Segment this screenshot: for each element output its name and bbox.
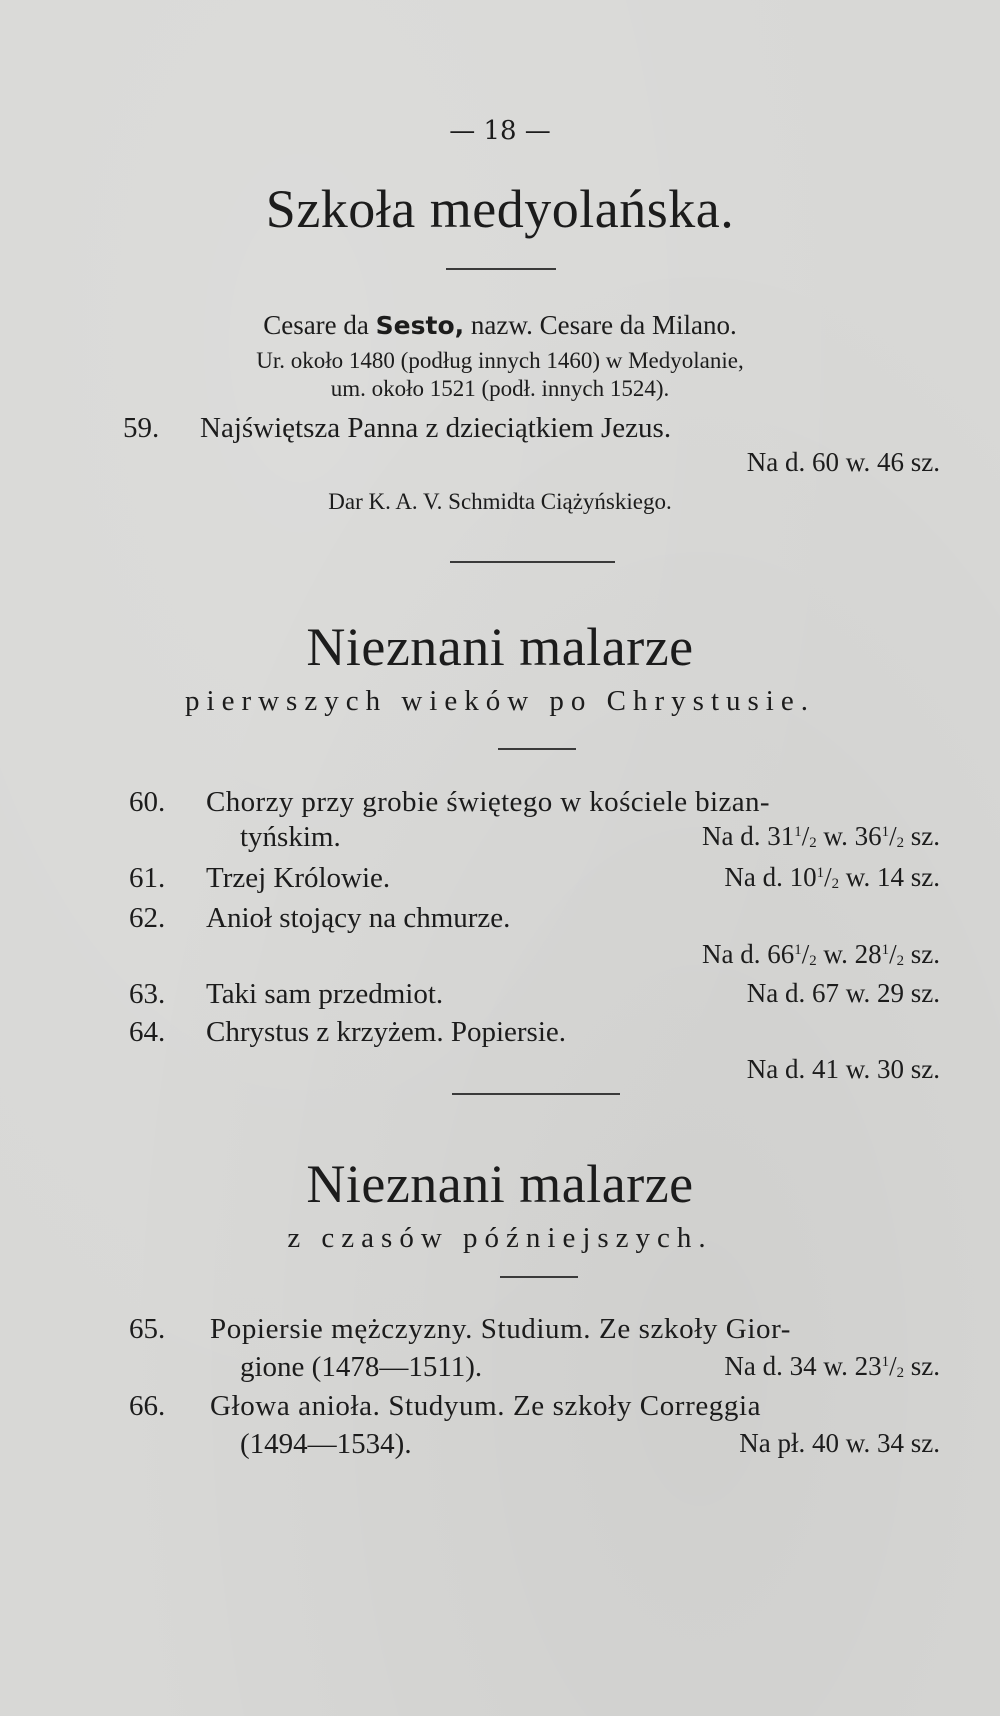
fraction-denominator: 2 xyxy=(809,835,817,852)
fraction-numerator: 1 xyxy=(816,865,825,882)
fraction-denominator: 2 xyxy=(896,953,904,970)
entry-number: 63. xyxy=(129,978,166,1010)
entry-number: 65. xyxy=(129,1313,166,1345)
entry-title-continued: tyńskim. xyxy=(240,821,341,853)
section-subtitle-later: z czasów późniejszych. xyxy=(287,1222,713,1254)
entry-dimensions: Na d. $66^1/_2$ w. $28^1/_2$ sz. xyxy=(702,939,940,970)
artist-bio-line-2: um. około 1521 (podł. innych 1524). xyxy=(330,376,670,401)
artist-name xyxy=(0,312,1000,339)
section-subtitle-early: pierwszych wieków po Chrystusie. xyxy=(185,685,815,717)
artist-suffix: nazw. Cesare da Milano. xyxy=(464,310,737,340)
section-title-later: Nieznani malarze xyxy=(306,1154,694,1214)
entry-title: Trzej Królowie. xyxy=(206,862,391,894)
dim-text: sz. xyxy=(904,1351,940,1381)
divider-rule xyxy=(446,268,556,270)
fraction-numerator: 1 xyxy=(794,942,802,959)
dim-text: Na d. 31 xyxy=(702,821,795,851)
dim-text: w. 14 sz. xyxy=(839,862,940,892)
divider-rule xyxy=(452,1093,620,1095)
entry-title: Popiersie mężczyzny. Studium. Ze szkoły Gior- xyxy=(210,1313,792,1345)
divider-rule xyxy=(450,561,615,563)
entry-dimensions: Na d. 67 w. 29 sz. xyxy=(746,978,940,1008)
fraction-denominator: 2 xyxy=(809,953,817,970)
dim-text: Na d. 66 xyxy=(702,939,795,969)
entry-title: Anioł stojący na chmurze. xyxy=(206,902,511,934)
entry-title: Głowa anioła. Studyum. Ze szkoły Correggia xyxy=(210,1390,762,1422)
divider-rule xyxy=(498,748,576,750)
entry-title-continued: gione (1478—1511). xyxy=(240,1351,483,1383)
divider-rule xyxy=(500,1276,578,1278)
fraction-numerator: 1 xyxy=(881,1354,890,1371)
dim-text: sz. xyxy=(904,939,940,969)
entry-dimensions: Na d. 41 w. 30 sz. xyxy=(746,1054,940,1084)
entry-number: 60. xyxy=(129,786,166,818)
section-title-milan: Szkoła medyolańska. xyxy=(265,179,735,239)
fraction-numerator: 1 xyxy=(794,824,802,841)
fraction-numerator: 1 xyxy=(881,824,890,841)
artist-prefix: Cesare da xyxy=(263,310,376,340)
page-number: — 18 — xyxy=(449,116,551,146)
dim-text: Na d. 34 w. 23 xyxy=(724,1351,882,1381)
fraction-numerator: 1 xyxy=(881,942,890,959)
entry-dimensions: Na d. 60 w. 46 sz. xyxy=(746,447,940,477)
entry-dimensions: Na d. $31^1/_2$ w. $36^1/_2$ sz. xyxy=(702,821,940,852)
fraction-denominator: 2 xyxy=(831,876,839,893)
entry-number: 61. xyxy=(129,862,166,894)
fraction-denominator: 2 xyxy=(896,1365,904,1382)
entry-title: Chorzy przy grobie świętego w kościele bizan- xyxy=(206,786,770,818)
dim-text: sz. xyxy=(904,821,940,851)
section-title-early: Nieznani malarze xyxy=(306,617,694,677)
entry-title: Chrystus z krzyżem. Popiersie. xyxy=(206,1016,567,1048)
entry-title: Taki sam przedmiot. xyxy=(206,978,444,1010)
entry-title-continued: (1494—1534). xyxy=(240,1428,412,1460)
gift-note: Dar K. A. V. Schmidta Ciążyńskiego. xyxy=(328,489,672,514)
entry-dimensions: Na d. $10^1/_2$ w. 14 sz. xyxy=(724,862,940,893)
artist-bio-line-1: Ur. około 1480 (podług innych 1460) w Medyolanie, xyxy=(256,348,744,373)
entry-title: Najświętsza Panna z dzieciątkiem Jezus. xyxy=(200,412,672,444)
entry-number: 66. xyxy=(129,1390,166,1422)
entry-number: 62. xyxy=(129,902,166,934)
dim-text: w. 36 xyxy=(816,821,882,851)
entry-dimensions: Na pł. 40 w. 34 sz. xyxy=(739,1428,940,1458)
dim-text: Na d. 10 xyxy=(724,862,817,892)
artist-surname: Sesto, xyxy=(375,311,465,340)
entry-number: 59. xyxy=(123,412,160,444)
entry-number: 64. xyxy=(129,1016,166,1048)
fraction-denominator: 2 xyxy=(896,835,904,852)
entry-dimensions: Na d. 34 w. $23^1/_2$ sz. xyxy=(724,1351,940,1382)
dim-text: w. 28 xyxy=(816,939,882,969)
